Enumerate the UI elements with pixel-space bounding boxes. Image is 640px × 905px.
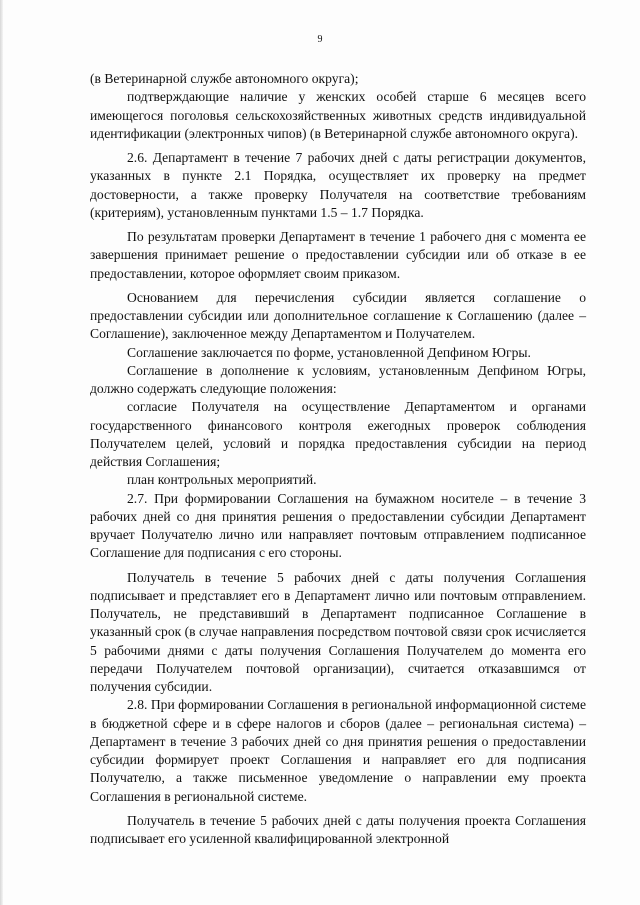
paragraph-agreement-form: Соглашение заключается по форме, установленной Депфином Югры. xyxy=(127,344,531,360)
document-body xyxy=(90,70,586,848)
paragraph-control-plan: план контрольных мероприятий. xyxy=(127,472,317,488)
paragraph-recipient-electronic: Получатель в течение 5 рабочих дней с даты получения проекта Соглашения подписывает его усиленной квалифицированной электронной xyxy=(90,812,586,846)
paragraph-consent-checks: согласие Получателя на осуществление Департаментом и органами государственного финансового контроля ежегодных проверок соблюдения Получателем целей, условий и порядка предоставления субсидии на период действия Соглашения; xyxy=(90,399,586,469)
scan-edge xyxy=(0,0,3,905)
paragraph-vet-service: (в Ветеринарной службе автономного округа); xyxy=(90,71,359,86)
paragraph-recipient-signs: Получатель в течение 5 рабочих дней с даты получения Соглашения подписывает и представляет его в Департамент лично или почтовым отправлением. Получатель, не представивший в Департамент подписанное Соглашение в указанный срок (в случае направления посредством почтовой связи срок исчисляется 5 рабочими днями с даты получения Соглашения Получателем до момента его передачи Получателем почтовой организации), считается отказавшимся от получения субсидии. xyxy=(90,569,586,694)
paragraph-2-8: 2.8. При формировании Соглашения в региональной информационной системе в бюджетной сфере и в сфере налогов и сборов (далее – региональная система) – Департамент в течение 3 рабочих дней со дня принятия решения о предоставлении субсидии формирует проект Соглашения и направляет его для подписания Получателю, а также письменное уведомление о направлении ему проекта Соглашения в региональной системе. xyxy=(90,697,586,804)
paragraph-confirming-chips: подтверждающие наличие у женских особей старше 6 месяцев всего имеющегося поголовья сельскохозяйственных животных средств индивидуальной идентификации (электронных чипов) (в Ветеринарной службе автономного округа). xyxy=(90,89,586,141)
page-number: 9 xyxy=(317,34,323,45)
paragraph-basis-agreement: Основанием для перечисления субсидии является соглашение о предоставлении субсидии или дополнительное соглашение к Соглашению (далее – Соглашение), заключенное между Департаментом и Получателем. xyxy=(90,289,586,342)
paragraph-check-results: По результатам проверки Департамент в течение 1 рабочего дня с момента ее завершения принимает решение о предоставлении субсидии или об отказе в ее предоставлении, которое оформляет своим приказом. xyxy=(90,229,586,281)
paragraph-2-7: 2.7. При формировании Соглашения на бумажном носителе – в течение 3 рабочих дней со дня принятия решения о предоставлении субсидии Департамент вручает Получателю лично или направляет почтовым отправлением подписанное Соглашение для подписания с его стороны. xyxy=(90,490,586,561)
paragraph-agreement-provisions: Соглашение в дополнение к условиям, установленным Депфином Югры, должно содержать следующие положения: xyxy=(90,362,586,396)
paragraph-2-6: 2.6. Департамент в течение 7 рабочих дней с даты регистрации документов, указанных в пункте 2.1 Порядка, осуществляет их проверку на предмет достоверности, а также проверку Получателя на соответствие требованиям (критериям), установленным пунктами 1.5 – 1.7 Порядка. xyxy=(90,150,586,220)
